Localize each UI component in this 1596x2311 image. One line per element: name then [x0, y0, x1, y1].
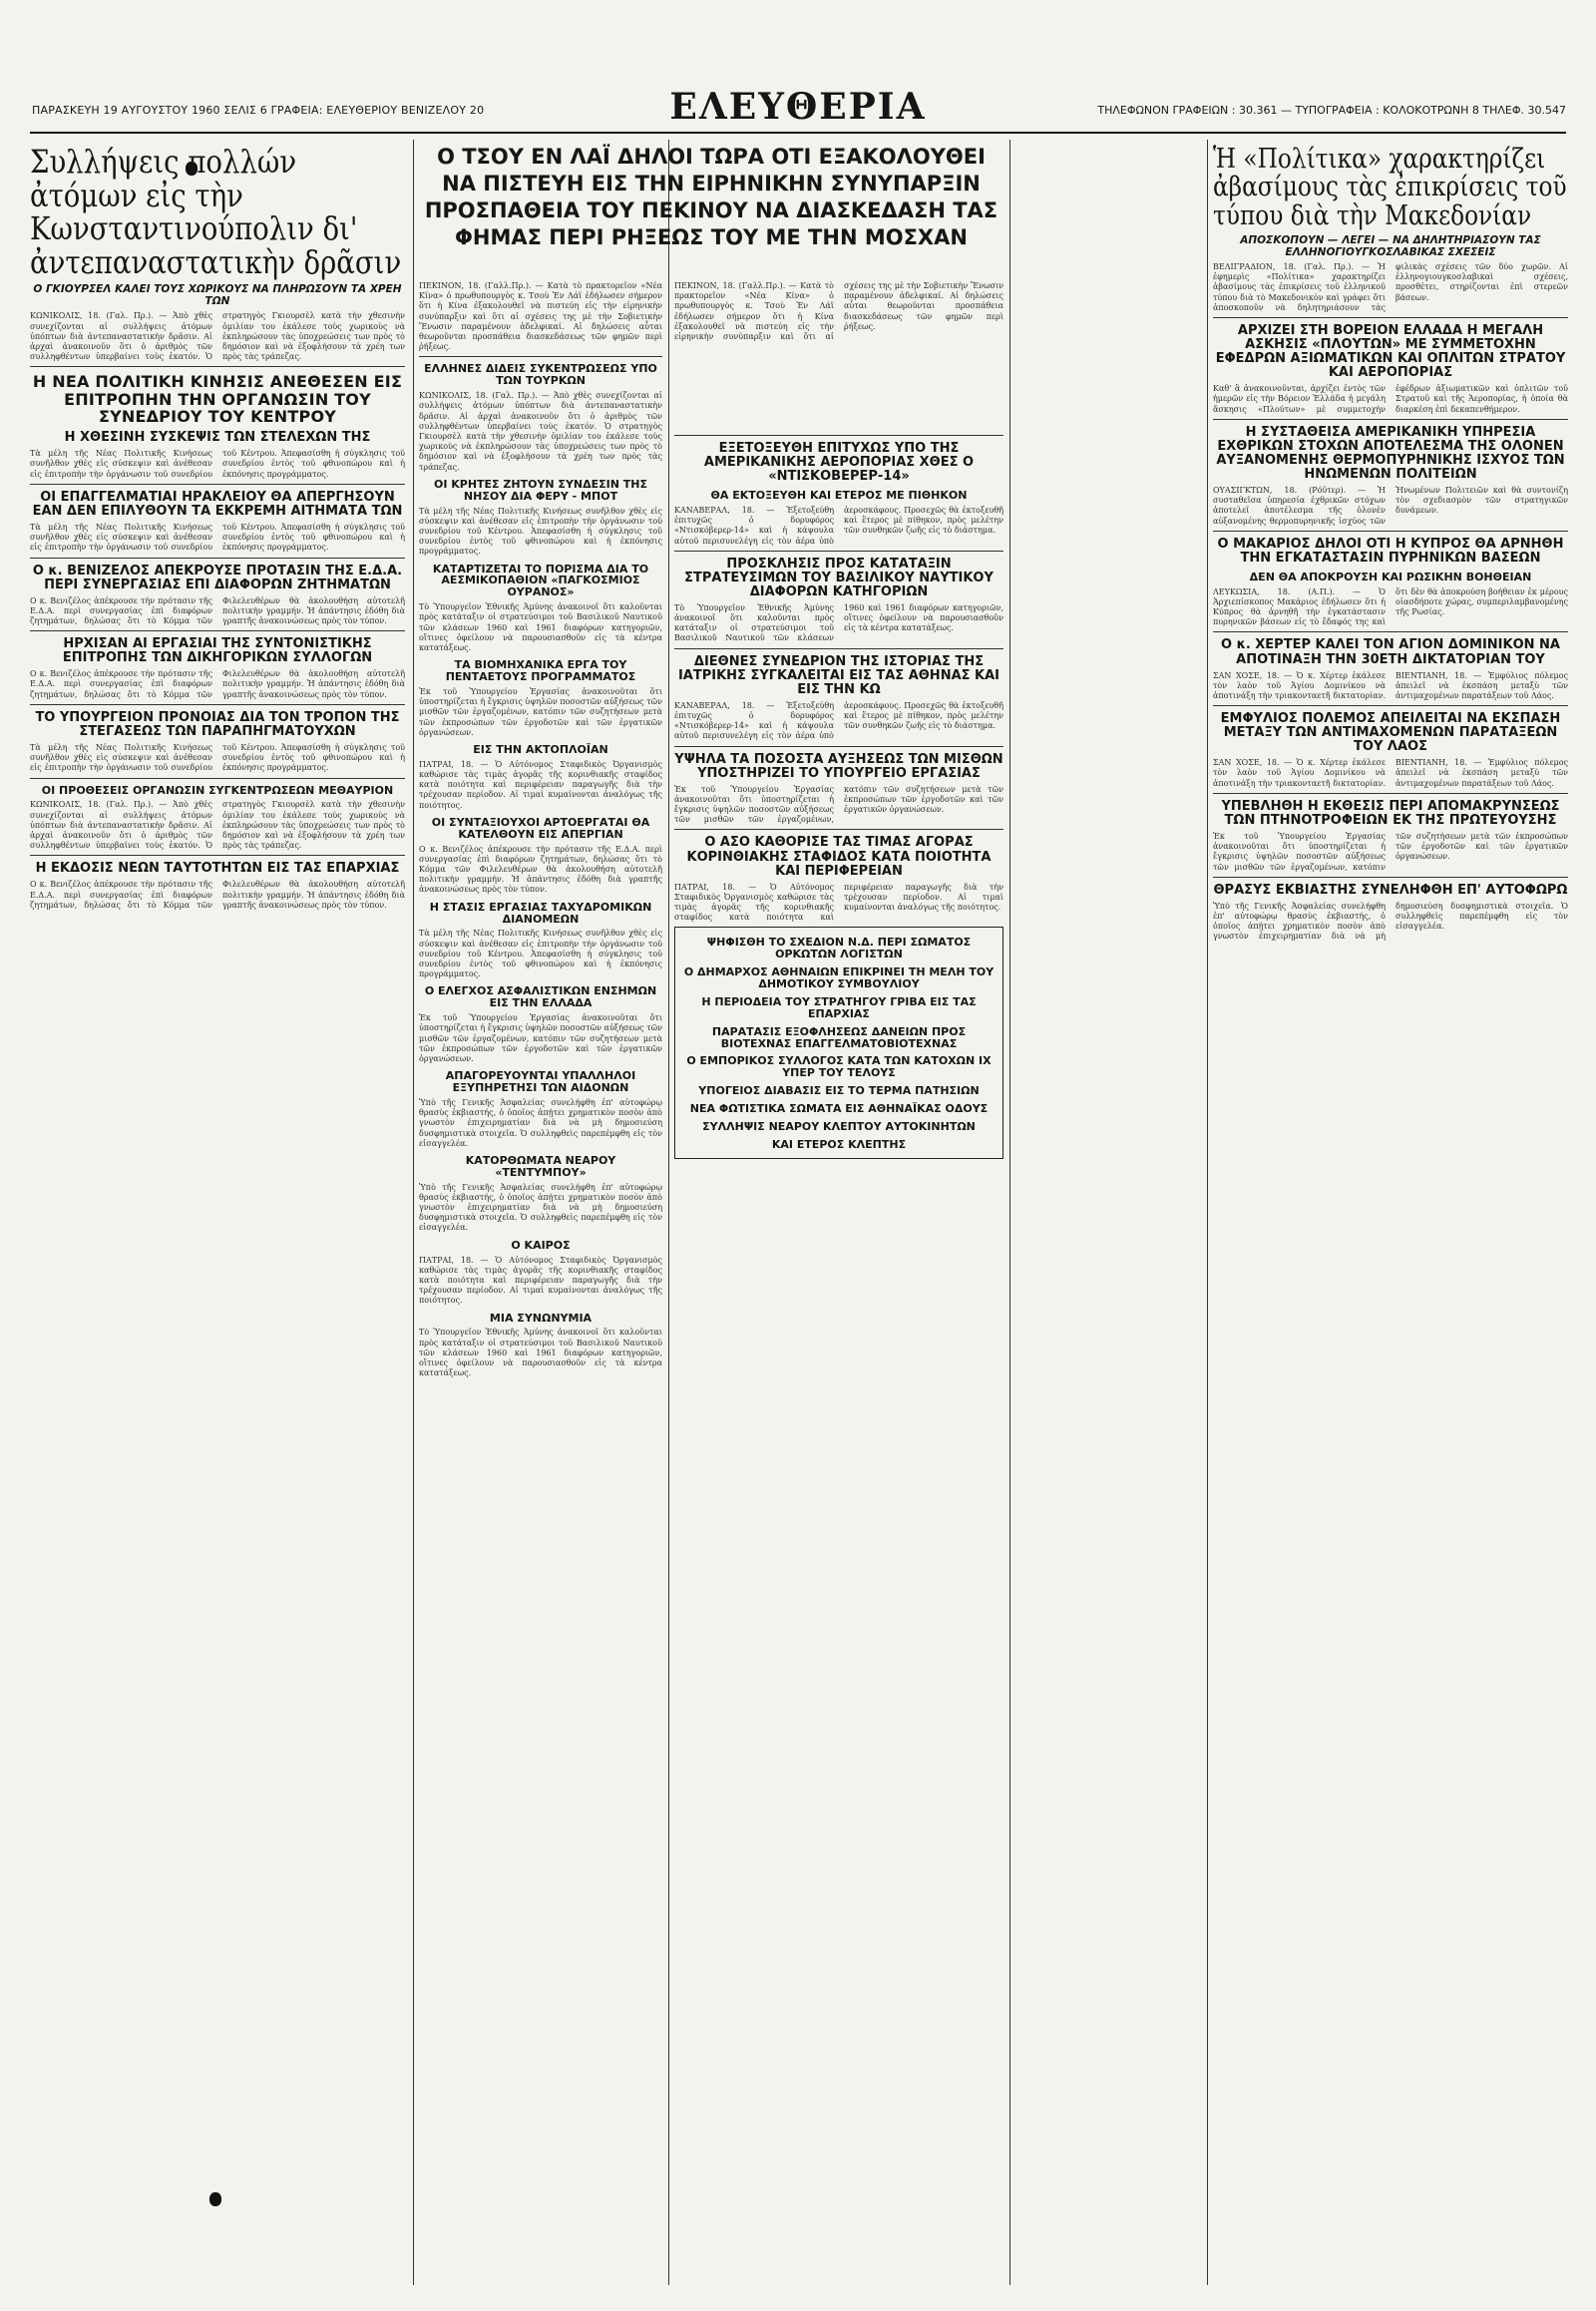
- column-5: [1213, 140, 1568, 2285]
- lead-headline-istanbul: Συλλήψεις πολλών ἀτόμων εἰς τὴν Κωνσταντινούπολιν δι' ἀντεπαναστατικὴν δρᾶσιν: [30, 143, 402, 281]
- column-divider: [1207, 140, 1208, 2285]
- article-body: ΠΑΤΡΑΙ, 18. — Ὁ Αὐτόνομος Σταφιδικὸς Ὀργανισμὸς καθώρισε τὰς τιμὰς ἀγορᾶς τῆς κορινθιακῆς σταφίδος κατὰ ποιότητα καὶ περιφέρειαν παραγωγῆς διὰ τὴν τρέχουσαν περίοδον. Αἱ τιμαὶ κυμαίνονται ἀναλόγως τῆς ποιότητος.: [419, 1255, 662, 1306]
- article-body: Ἐκ τοῦ Ὑπουργείου Ἐργασίας ἀνακοινοῦται ὅτι ὑποστηρίζεται ἡ ἔγκρισις ὑψηλῶν ποσοστῶν αὐξήσεως τῶν μισθῶν τῶν ἐργαζομένων, κατόπιν τῶν συζητήσεων μετὰ τῶν ἐκπροσώπων τῶν ἐργοδοτῶν καὶ τῶν ἐργατικῶν ὀργανώσεων.: [419, 1013, 662, 1063]
- headline-coastal-shipping: ΕΙΣ ΤΗΝ ΑΚΤΟΠΛΟΪΑΝ: [473, 742, 608, 756]
- article-body: Ο κ. Βενιζέλος ἀπέκρουσε τὴν πρότασιν τῆς Ε.Δ.Α. περὶ συνεργασίας ἐπὶ διαφόρων ζητημάτων, δηλώσας ὅτι τὸ Κόμμα τῶν Φιλελευθέρων θὰ ἀκολουθήση αὐτοτελῆ πολιτικὴν γραμμήν. Ἡ ἀπάντησις ἐδόθη διὰ γραπτῆς ἀνακοινώσεως πρὸς τὸν τύπον.: [30, 880, 405, 910]
- article-body: ΒΕΛΙΓΡΑΔΙΟΝ, 18. (Γαλ. Πρ.). — Ἡ ἐφημερὶς «Πολίτικα» χαρακτηρίζει ἀβασίμους τὰς ἐπικρίσεις τοῦ ἑλληνικοῦ τύπου διὰ τὸ Μακεδονικὸν καὶ γράφει ὅτι ἀποσκοποῦν νὰ δηλητηριάσουν τὰς φιλικὰς σχέσεις τῶν δύο χωρῶν. Αἱ ἑλληνογιουγκοσλαβικαὶ σχέσεις, προσθέτει, στηρίζονται ἐπὶ στερεῶν βάσεων.: [1213, 262, 1568, 312]
- article-body: ΣΑΝ ΧΟΣΕ, 18. — Ὁ κ. Χέρτερ ἐκάλεσε τὸν λαὸν τοῦ Ἁγίου Δομινίκου νὰ ἀποτινάξη τὴν τριακονταετῆ δικτατορίαν. ΒΙΕΝΤΙΑΝΗ, 18. — Ἐμφύλιος πόλεμος ἀπειλεῖ νὰ ἐκσπάση μεταξὺ τῶν ἀντιμαχομένων παρατάξεων τοῦ Λάος.: [1213, 758, 1568, 788]
- article-body: ΚΑΝΑΒΕΡΑΛ, 18. — Ἐξετοξεύθη ἐπιτυχῶς ὁ δορυφόρος «Ντισκόβερερ-14» καὶ ἡ κάψουλα αὐτοῦ περισυνελέγη εἰς τὸν ἀέρα ὑπὸ ἀεροσκάφους. Προσεχῶς θὰ ἐκτοξευθῆ καὶ ἕτερος μὲ πίθηκον, πρὸς μελέτην τῶν συνθηκῶν ζωῆς εἰς τὸ διάστημα.: [674, 505, 1003, 546]
- article-body: Ο κ. Βενιζέλος ἀπέκρουσε τὴν πρότασιν τῆς Ε.Δ.Α. περὶ συνεργασίας ἐπὶ διαφόρων ζητημάτων, δηλώσας ὅτι τὸ Κόμμα τῶν Φιλελευθέρων θὰ ἀκολουθήση αὐτοτελῆ πολιτικὴν γραμμήν. Ἡ ἀπάντησις ἐδόθη διὰ γραπτῆς ἀνακοινώσεως πρὸς τὸν τύπον.: [30, 669, 405, 699]
- article-body: Ὑπὸ τῆς Γενικῆς Ἀσφαλείας συνελήφθη ἐπ' αὐτοφώρῳ θρασὺς ἐκβιαστής, ὁ ὁποῖος ἀπῄτει χρηματικὸν ποσὸν ἀπὸ γνωστὸν ἐπιχειρηματίαν διὰ νὰ μὴ δημοσιεύση δυσφημιστικὰ στοιχεῖα. Ὁ συλληφθεὶς παρεπέμφθη εἰς τὸν εἰσαγγελέα.: [419, 1182, 662, 1233]
- headline-postmen-strike: Η ΣΤΑΣΙΣ ΕΡΓΑΣΙΑΣ ΤΑΧΥΔΡΟΜΙΚΩΝ ΔΙΑΝΟΜΕΩΝ: [429, 900, 652, 926]
- article-body: ΠΑΤΡΑΙ, 18. — Ὁ Αὐτόνομος Σταφιδικὸς Ὀργανισμὸς καθώρισε τὰς τιμὰς ἀγορᾶς τῆς κορινθιακῆς σταφίδος κατὰ ποιότητα καὶ περιφέρειαν παραγωγῆς διὰ τὴν τρέχουσαν περίοδον. Αἱ τιμαὶ κυμαίνονται ἀναλόγως τῆς ποιότητος.: [419, 759, 662, 810]
- article-body: Τὰ μέλη τῆς Νέας Πολιτικῆς Κινήσεως συνῆλθον χθὲς εἰς σύσκεψιν καὶ ἀνέθεσαν εἰς ἐπιτροπὴν τὴν ὀργάνωσιν τοῦ συνεδρίου τοῦ Κέντρου. Ἀπεφασίσθη ἡ σύγκλησις τοῦ συνεδρίου ἐντὸς τοῦ φθινοπώρου καὶ ἡ ἐκπόνησις προγράμματος.: [419, 929, 662, 979]
- headline-loan-extension: ΠΑΡΑΤΑΣΙΣ ΕΞΟΦΛΗΣΕΩΣ ΔΑΝΕΙΩΝ ΠΡΟΣ ΒΙΟΤΕΧΝΑΣ ΕΠΑΓΓΕΛΜΑΤΟΒΙΟΤΕΧΝΑΣ: [711, 1024, 967, 1050]
- newspaper-title: ΕΛΕΥΘΕΡΙΑ: [669, 86, 927, 128]
- article-body: ΚΩΝΙΚΟΛΙΣ, 18. (Γαλ. Πρ.). — Ἀπὸ χθὲς συνεχίζονται αἱ συλλήψεις ἀτόμων ὑπόπτων διὰ ἀντεπαναστατικὴν δρᾶσιν. Αἱ ἀρχαὶ ἀνακοινοῦν ὅτι ὁ ἀριθμὸς τῶν συλληφθέντων ὑπερβαίνει τοὺς ἑκατόν. Ὁ στρατηγὸς Γκιουρσὲλ κατὰ τὴν χθεσινὴν ὁμιλίαν του ἐκάλεσε τοὺς χωρικοὺς νὰ ἐκπληρώσουν τὰς ὑποχρεώσεις των πρὸς τὸ δημόσιον καὶ νὰ ἐξοφλήσουν τὰ χρέη των πρὸς τὰς τράπεζας.: [30, 311, 405, 362]
- article-body: ΠΑΤΡΑΙ, 18. — Ὁ Αὐτόνομος Σταφιδικὸς Ὀργανισμὸς καθώρισε τὰς τιμὰς ἀγορᾶς τῆς κορινθιακῆς σταφίδος κατὰ ποιότητα καὶ περιφέρειαν παραγωγῆς διὰ τὴν τρέχουσαν περίοδον. Αἱ τιμαὶ κυμαίνονται ἀναλόγως τῆς ποιότητος.: [674, 882, 1003, 923]
- article-body: Τὰ μέλη τῆς Νέας Πολιτικῆς Κινήσεως συνῆλθον χθὲς εἰς σύσκεψιν καὶ ἀνέθεσαν εἰς ἐπιτροπὴν τὴν ὀργάνωσιν τοῦ συνεδρίου τοῦ Κέντρου. Ἀπεφασίσθη ἡ σύγκλησις τοῦ συνεδρίου ἐντὸς τοῦ φθινοπώρου καὶ ἡ ἐκπόνησις προγράμματος.: [30, 449, 405, 479]
- article-body: ΚΩΝΙΚΟΛΙΣ, 18. (Γαλ. Πρ.). — Ἀπὸ χθὲς συνεχίζονται αἱ συλλήψεις ἀτόμων ὑπόπτων διὰ ἀντεπαναστατικὴν δρᾶσιν. Αἱ ἀρχαὶ ἀνακοινοῦν ὅτι ὁ ἀριθμὸς τῶν συλληφθέντων ὑπερβαίνει τοὺς ἑκατόν. Ὁ στρατηγὸς Γκιουρσὲλ κατὰ τὴν χθεσινὴν ὁμιλίαν του ἐκάλεσε τοὺς χωρικοὺς νὰ ἐκπληρώσουν τὰς ὑποχρεώσεις των πρὸς τὸ δημόσιον καὶ νὰ ἐξοφλήσουν τὰ χρέη των πρὸς τὰς τράπεζας.: [419, 391, 662, 472]
- article-body: Τὸ Ὑπουργεῖον Ἐθνικῆς Ἀμύνης ἀνακοινοῖ ὅτι καλοῦνται πρὸς κατάταξιν οἱ στρατεύσιμοι τοῦ Βασιλικοῦ Ναυτικοῦ τῶν κλάσεων 1960 καὶ 1961 διαφόρων κατηγοριῶν, οἵτινες ὀφείλουν νὰ παρουσιασθοῦν εἰς τὰ κέντρα κατατάξεως.: [419, 1328, 662, 1378]
- column-divider: [413, 140, 414, 2285]
- headline-venizelos-eda: Ο κ. ΒΕΝΙΖΕΛΟΣ ΑΠΕΚΡΟΥΣΕ ΠΡΟΤΑΣΙΝ ΤΗΣ Ε.Δ.Α. ΠΕΡΙ ΣΥΝΕΡΓΑΣΙΑΣ ΕΠΙ ΔΙΑΦΟΡΩΝ ΖΗΤΗΜΑΤΩΝ: [32, 563, 403, 592]
- headline-blackmailer-arrested: ΘΡΑΣΥΣ ΕΚΒΙΑΣΤΗΣ ΣΥΝΕΛΗΦΘΗ ΕΠ' ΑΥΤΟΦΩΡΩ: [1213, 882, 1568, 898]
- column-divider: [668, 140, 669, 2285]
- article-body: Ὑπὸ τῆς Γενικῆς Ἀσφαλείας συνελήφθη ἐπ' αὐτοφώρῳ θρασὺς ἐκβιαστής, ὁ ὁποῖος ἀπῄτει χρηματικὸν ποσὸν ἀπὸ γνωστὸν ἐπιχειρηματίαν διὰ νὰ μὴ δημοσιεύση δυσφημιστικὰ στοιχεῖα. Ὁ συλληφθεὶς παρεπέμφθη εἰς τὸν εἰσαγγελέα.: [419, 1097, 662, 1148]
- headline-heraklion-strike: ΟΙ ΕΠΑΓΓΕΛΜΑΤΙΑΙ ΗΡΑΚΛΕΙΟΥ ΘΑ ΑΠΕΡΓΗΣΟΥΝ ΕΑΝ ΔΕΝ ΕΠΙΛΥΘΟΥΝ ΤΑ ΕΚΚΡΕΜΗ ΑΙΤΗΜΑΤΑ ΤΩΝ: [32, 489, 403, 519]
- masthead-rule: [30, 132, 1566, 134]
- headline-merchants-association: Ο ΕΜΠΟΡΙΚΟΣ ΣΥΛΛΟΓΟΣ ΚΑΤΑ ΤΩΝ ΚΑΤΟΧΩΝ ΙΧ ΥΠΕΡ ΤΟΥ ΤΕΛΟΥΣ: [686, 1054, 992, 1080]
- headline-cadres-meeting: Η ΧΘΕΣΙΝΗ ΣΥΣΚΕΨΙΣ ΤΩΝ ΣΤΕΛΕΧΩΝ ΤΗΣ: [64, 430, 371, 446]
- article-body: Ο κ. Βενιζέλος ἀπέκρουσε τὴν πρότασιν τῆς Ε.Δ.Α. περὶ συνεργασίας ἐπὶ διαφόρων ζητημάτων, δηλώσας ὅτι τὸ Κόμμα τῶν Φιλελευθέρων θὰ ἀκολουθήση αὐτοτελῆ πολιτικὴν γραμμήν. Ἡ ἀπάντησις ἐδόθη διὰ γραπτῆς ἀνακοινώσεως πρὸς τὸν τύπον.: [30, 595, 405, 625]
- headline-currant-prices: Ο ΑΣΟ ΚΑΘΟΡΙΣΕ ΤΑΣ ΤΙΜΑΣ ΑΓΟΡΑΣ ΚΟΡΙΝΘΙΑΚΗΣ ΣΤΑΦΙΔΟΣ ΚΑΤΑ ΠΟΙΟΤΗΤΑ ΚΑΙ ΠΕΡΙΦΕΡΕΙΑΝ: [686, 835, 992, 879]
- headline-russian-aid: ΔΕΝ ΘΑ ΑΠΟΚΡΟΥΣΗ ΚΑΙ ΡΩΣΙΚΗΝ ΒΟΗΘΕΙΑΝ: [1249, 570, 1532, 583]
- article-body: Τὸ Ὑπουργεῖον Ἐθνικῆς Ἀμύνης ἀνακοινοῖ ὅτι καλοῦνται πρὸς κατάταξιν οἱ στρατεύσιμοι τοῦ Βασιλικοῦ Ναυτικοῦ τῶν κλάσεων 1960 καὶ 1961 διαφόρων κατηγοριῶν, οἵτινες ὀφείλουν νὰ παρουσιασθοῦν εἰς τὰ κέντρα κατατάξεως.: [674, 602, 1003, 643]
- lead-subheadline-istanbul: Ο ΓΚΙΟΥΡΣΕΛ ΚΑΛΕΙ ΤΟΥΣ ΧΩΡΙΚΟΥΣ ΝΑ ΠΛΗΡΩΣΟΥΝ ΤΑ ΧΡΕΗ ΤΩΝ: [33, 283, 402, 308]
- article-body: ΠΕΚΙΝΟΝ, 18. (Γαλλ.Πρ.). — Κατὰ τὸ πρακτορεῖον «Νέα Κίνα» ὁ πρωθυπουργὸς κ. Τσοὺ Ἐν Λάϊ ἐδήλωσεν σήμερον ὅτι ἡ Κίνα ἐξακολουθεῖ νὰ πιστεύη εἰς τὴν εἰρηνικὴν συνύπαρξιν καὶ ὅτι αἱ σχέσεις της μὲ τὴν Σοβιετικὴν Ἕνωσιν παραμένουν ἀδελφικαί. Αἱ δηλώσεις αὗται θεωροῦνται προσπάθεια διασκεδάσεως τῶν φημῶν περὶ ῥήξεως.: [674, 281, 1003, 342]
- headline-laos-civil-war: ΕΜΦΥΛΙΟΣ ΠΟΛΕΜΟΣ ΑΠΕΙΛΕΙΤΑΙ ΝΑ ΕΚΣΠΑΣΗ ΜΕΤΑΞΥ ΤΩΝ ΑΝΤΙΜΑΧΟΜΕΝΩΝ ΠΑΡΑΤΑΞΕΩΝ ΤΟΥ ΛΑΟΣ: [1220, 711, 1561, 755]
- headline-bakers-strike: ΟΙ ΣΥΝΤΑΞΙΟΥΧΟΙ ΑΡΤΟΕΡΓΑΤΑΙ ΘΑ ΚΑΤΕΛΘΟΥΝ ΕΙΣ ΑΠΕΡΓΙΑΝ: [431, 815, 650, 841]
- column-divider: [1009, 140, 1010, 2285]
- article-body: ΛΕΥΚΩΣΙΑ, 18. (Α.Π.). — Ὁ Ἀρχιεπίσκοπος Μακάριος ἐδήλωσεν ὅτι ἡ Κύπρος θὰ ἀρνηθῆ τὴν ἐγκατάστασιν πυρηνικῶν βάσεων εἰς τὸ ἔδαφός της καὶ ὅτι δὲν θὰ ἀποκρούση βοήθειαν ἐκ μέρους οἱασδήποτε χώρας, συμπεριλαμβανομένης τῆς Ρωσίας.: [1213, 586, 1568, 627]
- headline-makarios-bases: Ο ΜΑΚΑΡΙΟΣ ΔΗΛΟΙ ΟΤΙ Η ΚΥΠΡΟΣ ΘΑ ΑΡΝΗΘΗ ΤΗΝ ΕΓΚΑΤΑΣΤΑΣΙΝ ΠΥΡΗΝΙΚΩΝ ΒΑΣΕΩΝ: [1217, 536, 1564, 566]
- headline-navy-conscripts: ΠΡΟΣΚΛΗΣΙΣ ΠΡΟΣ ΚΑΤΑΤΑΞΙΝ ΣΤΡΑΤΕΥΣΙΜΩΝ ΤΟΥ ΒΑΣΙΛΙΚΟΥ ΝΑΥΤΙΚΟΥ ΔΙΑΦΟΡΩΝ ΚΑΤΗΓΟΡΙΩΝ: [684, 556, 994, 599]
- headline-patision-underpass: ΥΠΟΓΕΙΟΣ ΔΙΑΒΑΣΙΣ ΕΙΣ ΤΟ ΤΕΡΜΑ ΠΑΤΗΣΙΩΝ: [698, 1084, 980, 1098]
- headline-wage-increases: ΥΨΗΛΑ ΤΑ ΠΟΣΟΣΤΑ ΑΥΞΗΣΕΩΣ ΤΩΝ ΜΙΣΘΩΝ ΥΠΟΣΤΗΡΙΖΕΙ ΤΟ ΥΠΟΥΡΓΕΙΟ ΕΡΓΑΣΙΑΣ: [674, 751, 1003, 781]
- headline-lawyers-committee: ΗΡΧΙΣΑΝ ΑΙ ΕΡΓΑΣΙΑΙ ΤΗΣ ΣΥΝΤΟΝΙΣΤΙΚΗΣ ΕΠΙΤΡΟΠΗΣ ΤΩΝ ΔΙΚΗΓΟΡΙΚΩΝ ΣΥΛΛΟΓΩΝ: [62, 636, 373, 666]
- article-body: Τὰ μέλη τῆς Νέας Πολιτικῆς Κινήσεως συνῆλθον χθὲς εἰς σύσκεψιν καὶ ἀνέθεσαν εἰς ἐπιτροπὴν τὴν ὀργάνωσιν τοῦ συνεδρίου τοῦ Κέντρου. Ἀπεφασίσθη ἡ σύγκλησις τοῦ συνεδρίου ἐντὸς τοῦ φθινοπώρου καὶ ἡ ἐκπόνησις προγράμματος.: [419, 506, 662, 557]
- headline-another-thief: ΚΑΙ ΕΤΕΡΟΣ ΚΛΕΠΤΗΣ: [771, 1137, 907, 1151]
- column-2: [419, 281, 662, 2285]
- headline-grivas-tour: Η ΠΕΡΙΟΔΕΙΑ ΤΟΥ ΣΤΡΑΤΗΓΟΥ ΓΡΙΒΑ ΕΙΣ ΤΑΣ ΕΠΑΡΧΙΑΣ: [701, 994, 977, 1020]
- lead-subheadline-politika: ΑΠΟΣΚΟΠΟΥΝ — ΛΕΓΕΙ — ΝΑ ΔΗΛΗΤΗΡΙΑΣΟΥΝ ΤΑΣ ΕΛΛΗΝΟΓΙΟΥΓΚΟΣΛΑΒΙΚΑΣ ΣΧΕΣΕΙΣ: [1240, 234, 1541, 259]
- headline-teddy-boy: ΚΑΤΟΡΘΩΜΑΤΑ ΝΕΑΡΟΥ «ΤΕΝΤΥΜΠΟΥ»: [465, 1153, 616, 1179]
- headline-athens-mayor: Ο ΔΗΜΑΡΧΟΣ ΑΘΗΝΑΙΩΝ ΕΠΙΚΡΙΝΕΙ ΤΗ ΜΕΛΗ ΤΟΥ ΔΗΜΟΤΙΚΟΥ ΣΥΜΒΟΥΛΙΟΥ: [683, 965, 995, 990]
- headline-medical-history-congress: ΔΙΕΘΝΕΣ ΣΥΝΕΔΡΙΟΝ ΤΗΣ ΙΣΤΟΡΙΑΣ ΤΗΣ ΙΑΤΡΙΚΗΣ ΣΥΓΚΑΛΕΙΤΑΙ ΕΙΣ ΤΑΣ ΑΘΗΝΑΣ ΚΑΙ ΕΙΣ ΤΗΝ ΚΩ: [677, 653, 1000, 697]
- headline-ouranos-report: ΚΑΤΑΡΤΙΖΕΤΑΙ ΤΟ ΠΟΡΙΣΜΑ ΔΙΑ ΤΟ ΑΕΣΜΙΚΟΠΑΘΙΟΝ «ΠΑΓΚΟΣΜΙΟΣ ΟΥΡΑΝΟΣ»: [432, 562, 649, 599]
- headline-agreement: ΜΙΑ ΣΥΝΩΝΥΜΙΑ: [489, 1311, 593, 1325]
- headline-industrial-works: ΤΑ ΒΙΟΜΗΧΑΝΙΚΑ ΕΡΓΑ ΤΟΥ ΠΕΝΤΑΕΤΟΥΣ ΠΡΟΓΡΑΜΜΑΤΟΣ: [445, 658, 636, 684]
- headline-discoverer-14: ΕΞΕΤΟΞΕΥΘΗ ΕΠΙΤΥΧΩΣ ΥΠΟ ΤΗΣ ΑΜΕΡΙΚΑΝΙΚΗΣ ΑΕΡΟΠΟΡΙΑΣ ΧΘΕΣ Ο «ΝΤΙΣΚΟΒΕΡΕΡ-14»: [703, 441, 975, 485]
- headline-plouton-exercise: ΑΡΧΙΖΕΙ ΣΤΗ ΒΟΡΕΙΟΝ ΕΛΛΑΔΑ Η ΜΕΓΑΛΗ ΑΣΚΗΣΙΣ «ΠΛΟΥΤΩΝ» ΜΕ ΣΥΜΜΕΤΟΧΗΝ ΕΦΕΔΡΩΝ ΑΞΙΩΜΑΤΙΚΩΝ ΚΑΙ ΟΠΛΙΤΩΝ ΣΤΡΑΤΟΥ ΚΑΙ ΑΕΡΟΠΟΡΙΑΣ: [1215, 323, 1566, 381]
- article-body: Ἐκ τοῦ Ὑπουργείου Ἐργασίας ἀνακοινοῦται ὅτι ὑποστηρίζεται ἡ ἔγκρισις ὑψηλῶν ποσοστῶν αὐξήσεως τῶν μισθῶν τῶν ἐργαζομένων, κατόπιν τῶν συζητήσεων μετὰ τῶν ἐκπροσώπων τῶν ἐργοδοτῶν καὶ τῶν ἐργατικῶν ὀργανώσεων.: [1213, 831, 1568, 872]
- article-body: Ο κ. Βενιζέλος ἀπέκρουσε τὴν πρότασιν τῆς Ε.Δ.Α. περὶ συνεργασίας ἐπὶ διαφόρων ζητημάτων, δηλώσας ὅτι τὸ Κόμμα τῶν Φιλελευθέρων θὰ ἀκολουθήση αὐτοτελῆ πολιτικὴν γραμμήν. Ἡ ἀπάντησις ἐδόθη διὰ γραπτῆς ἀνακοινώσεως πρὸς τὸν τύπον.: [419, 844, 662, 895]
- article-body: ΟΥΑΣΙΓΚΤΩΝ, 18. (Ρόϋτερ). — Ἡ συσταθεῖσα ὑπηρεσία ἐχθρικῶν στόχων ἀποτελεῖ ἀποτέλεσμα τῆς ὁλονὲν αὐξανομένης θερμοπυρηνικῆς ἰσχύος τῶν Ἡνωμένων Πολιτειῶν καὶ θὰ συντονίζη τὸν σχεδιασμὸν τῶν στρατηγικῶν δυνάμεων.: [1213, 485, 1568, 526]
- headline-rallies: ΟΙ ΠΡΟΘΕΣΕΙΣ ΟΡΓΑΝΩΣΙΝ ΣΥΓΚΕΝΤΡΩΣΕΩΝ ΜΕΘΑΥΡΙΟΝ: [41, 783, 394, 797]
- column-1: [30, 140, 405, 2285]
- headline-us-target-service: Η ΣΥΣΤΑΘΕΙΣΑ ΑΜΕΡΙΚΑΝΙΚΗ ΥΠΗΡΕΣΙΑ ΕΧΘΡΙΚΩΝ ΣΤΟΧΩΝ ΑΠΟΤΕΛΕΣΜΑ ΤΗΣ ΟΛΟΝΕΝ ΑΥΞΑΝΟΜΕΝΗΣ ΘΕΡΜΟΠΥΡΗΝΙΚΗΣ ΙΣΧΥΟΣ ΤΩΝ ΗΝΩΜΕΝΩΝ ΠΟΛΙΤΕΙΩΝ: [1216, 424, 1565, 482]
- lead-headline-politika: Ἡ «Πολίτικα» χαρακτηρίζει ἀβασίμους τὰς ἐπικρίσεις τοῦ τύπου διὰ τὴν Μακεδονίαν: [1213, 144, 1567, 231]
- article-body: ΣΑΝ ΧΟΣΕ, 18. — Ὁ κ. Χέρτερ ἐκάλεσε τὸν λαὸν τοῦ Ἁγίου Δομινίκου νὰ ἀποτινάξη τὴν τριακονταετῆ δικτατορίαν. ΒΙΕΝΤΙΑΝΗ, 18. — Ἐμφύλιος πόλεμος ἀπειλεῖ νὰ ἐκσπάση μεταξὺ τῶν ἀντιμαχομένων παρατάξεων τοῦ Λάος.: [1213, 670, 1568, 700]
- article-body: Ὑπὸ τῆς Γενικῆς Ἀσφαλείας συνελήφθη ἐπ' αὐτοφώρῳ θρασὺς ἐκβιαστής, ὁ ὁποῖος ἀπῄτει χρηματικὸν ποσὸν ἀπὸ γνωστὸν ἐπιχειρηματίαν διὰ νὰ μὴ δημοσιεύση δυσφημιστικὰ στοιχεῖα. Ὁ συλληφθεὶς παρεπέμφθη εἰς τὸν εἰσαγγελέα.: [1213, 901, 1568, 942]
- article-body: Τὸ Ὑπουργεῖον Ἐθνικῆς Ἀμύνης ἀνακοινοῖ ὅτι καλοῦνται πρὸς κατάταξιν οἱ στρατεύσιμοι τοῦ Βασιλικοῦ Ναυτικοῦ τῶν κλάσεων 1960 καὶ 1961 διαφόρων κατηγοριῶν, οἵτινες ὀφείλουν νὰ παρουσιασθοῦν εἰς τὰ κέντρα κατατάξεως.: [419, 602, 662, 652]
- headline-new-political-movement: Η ΝΕΑ ΠΟΛΙΤΙΚΗ ΚΙΝΗΣΙΣ ΑΝΕΘΕΣΕΝ ΕΙΣ ΕΠΙΤΡΟΠΗΝ ΤΗΝ ΟΡΓΑΝΩΣΙΝ ΤΟΥ ΣΥΝΕΔΡΙΟΥ ΤΟΥ ΚΕΝΤΡΟΥ: [32, 372, 403, 426]
- article-body: ΚΑΝΑΒΕΡΑΛ, 18. — Ἐξετοξεύθη ἐπιτυχῶς ὁ δορυφόρος «Ντισκόβερερ-14» καὶ ἡ κάψουλα αὐτοῦ περισυνελέγη εἰς τὸν ἀέρα ὑπὸ ἀεροσκάφους. Προσεχῶς θὰ ἐκτοξευθῆ καὶ ἕτερος μὲ πίθηκον, πρὸς μελέτην τῶν συνθηκῶν ζωῆς εἰς τὸ διάστημα.: [674, 700, 1003, 741]
- headline-monkey-launch: ΘΑ ΕΚΤΟΞΕΥΘΗ ΚΑΙ ΕΤΕΡΟΣ ΜΕ ΠΙΘΗΚΟΝ: [710, 489, 968, 503]
- headline-greeks-turks: ΕΛΛΗΝΕΣ ΔΙΔΕΙΣ ΣΥΚΕΝΤΡΩΣΕΩΣ ΥΠΟ ΤΩΝ ΤΟΥΡΚΩΝ: [424, 362, 657, 388]
- lead-headline-zhou-enlai: Ο ΤΣΟΥ ΕΝ ΛΑΪ ΔΗΛΟΙ ΤΩΡΑ ΟΤΙ ΕΞΑΚΟΛΟΥΘΕΙ ΝΑ ΠΙΣΤΕΥΗ ΕΙΣ ΤΗΝ ΕΙΡΗΝΙΚΗΝ ΣΥΝΥΠΑΡΞΙΝ ΠΡΟΣΠΑΘΕΙΑ ΤΟΥ ΠΕΚΙΝΟΥ ΝΑ ΔΙΑΣΚΕΔΑΣΗ ΤΑΣ ΦΗΜΑΣ ΠΕΡΙ ΡΗΞΕΩΣ ΤΟΥ ΜΕ ΤΗΝ ΜΟΣΧΑΝ: [424, 145, 998, 249]
- article-body: Τὰ μέλη τῆς Νέας Πολιτικῆς Κινήσεως συνῆλθον χθὲς εἰς σύσκεψιν καὶ ἀνέθεσαν εἰς ἐπιτροπὴν τὴν ὀργάνωσιν τοῦ συνεδρίου τοῦ Κέντρου. Ἀπεφασίσθη ἡ σύγκλησις τοῦ συνεδρίου ἐντὸς τοῦ φθινοπώρου καὶ ἡ ἐκπόνησις προγράμματος.: [30, 522, 405, 553]
- headline-poultry-farms: ΥΠΕΒΛΗΘΗ Η ΕΚΘΕΣΙΣ ΠΕΡΙ ΑΠΟΜΑΚΡΥΝΣΕΩΣ ΤΩΝ ΠΤΗΝΟΤΡΟΦΕΙΩΝ ΕΚ ΤΗΣ ΠΡΩΤΕΥΟΥΣΗΣ: [1221, 798, 1560, 828]
- masthead-date-line: ΠΑΡΑΣΚΕΥΗ 19 ΑΥΓΟΥΣΤΟΥ 1960 ΣΕΛΙΣ 6 ΓΡΑΦΕΙΑ: ΕΛΕΥΘΕΡΙΟΥ ΒΕΝΙΖΕΛΟΥ 20: [32, 104, 485, 117]
- article-body: Καθ' ἃ ἀνακοινοῦνται, ἀρχίζει ἐντὸς τῶν ἡμερῶν εἰς τὴν Βόρειον Ἑλλάδα ἡ μεγάλη ἄσκησις «Πλούτων» μὲ συμμετοχὴν ἐφέδρων ἀξιωματικῶν καὶ ὁπλιτῶν τοῦ Στρατοῦ καὶ τῆς Ἀεροπορίας, ἡ ὁποία θὰ διαρκέση ἐπὶ δεκαπενθήμερον.: [1213, 384, 1568, 414]
- headline-weather: Ο ΚΑΙΡΟΣ: [511, 1238, 571, 1252]
- headline-welfare-housing: ΤΟ ΥΠΟΥΡΓΕΙΟΝ ΠΡΟΝΟΙΑΣ ΔΙΑ ΤΟΝ ΤΡΟΠΟΝ ΤΗΣ ΣΤΕΓΑΣΕΩΣ ΤΩΝ ΠΑΡΑΠΗΓΜΑΤΟΥΧΩΝ: [35, 709, 400, 739]
- headline-insurance-stamps: Ο ΕΛΕΓΧΟΣ ΑΣΦΑΛΙΣΤΙΚΩΝ ΕΝΣΗΜΩΝ ΕΙΣ ΤΗΝ ΕΛΛΑΔΑ: [424, 984, 657, 1010]
- headline-employees-ban: ΑΠΑΓΟΡΕΥΟΥΝΤΑΙ ΥΠΑΛΛΗΛΟΙ ΕΞΥΠΗΡΕΤΗΣΙ ΤΩΝ ΑΙΔΟΝΩΝ: [445, 1069, 636, 1095]
- article-body: ΚΩΝΙΚΟΛΙΣ, 18. (Γαλ. Πρ.). — Ἀπὸ χθὲς συνεχίζονται αἱ συλλήψεις ἀτόμων ὑπόπτων διὰ ἀντεπαναστατικὴν δρᾶσιν. Αἱ ἀρχαὶ ἀνακοινοῦν ὅτι ὁ ἀριθμὸς τῶν συλληφθέντων ὑπερβαίνει τοὺς ἑκατόν. Ὁ στρατηγὸς Γκιουρσὲλ κατὰ τὴν χθεσινὴν ὁμιλίαν του ἐκάλεσε τοὺς χωρικοὺς νὰ ἐκπληρώσουν τὰς ὑποχρεώσεις των πρὸς τὸ δημόσιον καὶ νὰ ἐξοφλήσουν τὰ χρέη των πρὸς τὰς τράπεζας.: [30, 800, 405, 851]
- column-3-4: [674, 281, 1003, 2285]
- headline-crete-ferry: ΟΙ ΚΡΗΤΕΣ ΖΗΤΟΥΝ ΣΥΝΔΕΣΙΝ ΤΗΣ ΝΗΣΟΥ ΔΙΑ ΦΕΡΥ - ΜΠΟΤ: [433, 477, 648, 503]
- headline-herter-dominican: Ο κ. ΧΕΡΤΕΡ ΚΑΛΕΙ ΤΟΝ ΑΓΙΟΝ ΔΟΜΙΝΙΚΟΝ ΝΑ ΑΠΟΤΙΝΑΞΗ ΤΗΝ 30ΕΤΗ ΔΙΚΤΑΤΟΡΙΑΝ ΤΟΥ: [1221, 637, 1560, 667]
- article-body: Ἐκ τοῦ Ὑπουργείου Ἐργασίας ἀνακοινοῦται ὅτι ὑποστηρίζεται ἡ ἔγκρισις ὑψηλῶν ποσοστῶν αὐξήσεως τῶν μισθῶν τῶν ἐργαζομένων, κατόπιν τῶν συζητήσεων μετὰ τῶν ἐκπροσώπων τῶν ἐργοδοτῶν καὶ τῶν ἐργατικῶν ὀργανώσεων.: [674, 784, 1003, 825]
- lead-center: [419, 140, 1003, 279]
- headline-car-thief: ΣΥΛΛΗΨΙΣ ΝΕΑΡΟΥ ΚΛΕΠΤΟΥ ΑΥΤΟΚΙΝΗΤΩΝ: [702, 1119, 976, 1133]
- headline-new-id-cards: Η ΕΚΔΟΣΙΣ ΝΕΩΝ ΤΑΥΤΟΤΗΤΩΝ ΕΙΣ ΤΑΣ ΕΠΑΡΧΙΑΣ: [35, 861, 400, 877]
- headline-street-lighting: ΝΕΑ ΦΩΤΙΣΤΙΚΑ ΣΩΜΑΤΑ ΕΙΣ ΑΘΗΝΑΪΚΑΣ ΟΔΟΥΣ: [689, 1102, 989, 1115]
- article-body: ΠΕΚΙΝΟΝ, 18. (Γαλλ.Πρ.). — Κατὰ τὸ πρακτορεῖον «Νέα Κίνα» ὁ πρωθυπουργὸς κ. Τσοὺ Ἐν Λάϊ ἐδήλωσεν σήμερον ὅτι ἡ Κίνα ἐξακολουθεῖ νὰ πιστεύη εἰς τὴν εἰρηνικὴν συνύπαρξιν καὶ ὅτι αἱ σχέσεις της μὲ τὴν Σοβιετικὴν Ἕνωσιν παραμένουν ἀδελφικαί. Αἱ δηλώσεις αὗται θεωροῦνται προσπάθεια διασκεδάσεως τῶν φημῶν περὶ ῥήξεως.: [419, 281, 662, 352]
- article-body: Ἐκ τοῦ Ὑπουργείου Ἐργασίας ἀνακοινοῦται ὅτι ὑποστηρίζεται ἡ ἔγκρισις ὑψηλῶν ποσοστῶν αὐξήσεως τῶν μισθῶν τῶν ἐργαζομένων, κατόπιν τῶν συζητήσεων μετὰ τῶν ἐκπροσώπων τῶν ἐργοδοτῶν καὶ τῶν ἐργατικῶν ὀργανώσεων.: [419, 686, 662, 737]
- article-body: Τὰ μέλη τῆς Νέας Πολιτικῆς Κινήσεως συνῆλθον χθὲς εἰς σύσκεψιν καὶ ἀνέθεσαν εἰς ἐπιτροπὴν τὴν ὀργάνωσιν τοῦ συνεδρίου τοῦ Κέντρου. Ἀπεφασίσθη ἡ σύγκλησις τοῦ συνεδρίου ἐντὸς τοῦ φθινοπώρου καὶ ἡ ἐκπόνησις προγράμματος.: [30, 742, 405, 773]
- masthead-phones: ΤΗΛΕΦΩΝΟΝ ΓΡΑΦΕΙΩΝ : 30.361 — ΤΥΠΟΓΡΑΦΕΙΑ : ΚΟΛΟΚΟΤΡΩΝΗ 8 ΤΗΛΕΦ. 30.547: [1097, 104, 1566, 117]
- masthead: [0, 86, 1596, 132]
- headline-auditors-bill: ΨΗΦΙΣΘΗ ΤΟ ΣΧΕΔΙΟΝ Ν.Δ. ΠΕΡΙ ΣΩΜΑΤΟΣ ΟΡΚΩΤΩΝ ΛΟΓΙΣΤΩΝ: [706, 936, 972, 962]
